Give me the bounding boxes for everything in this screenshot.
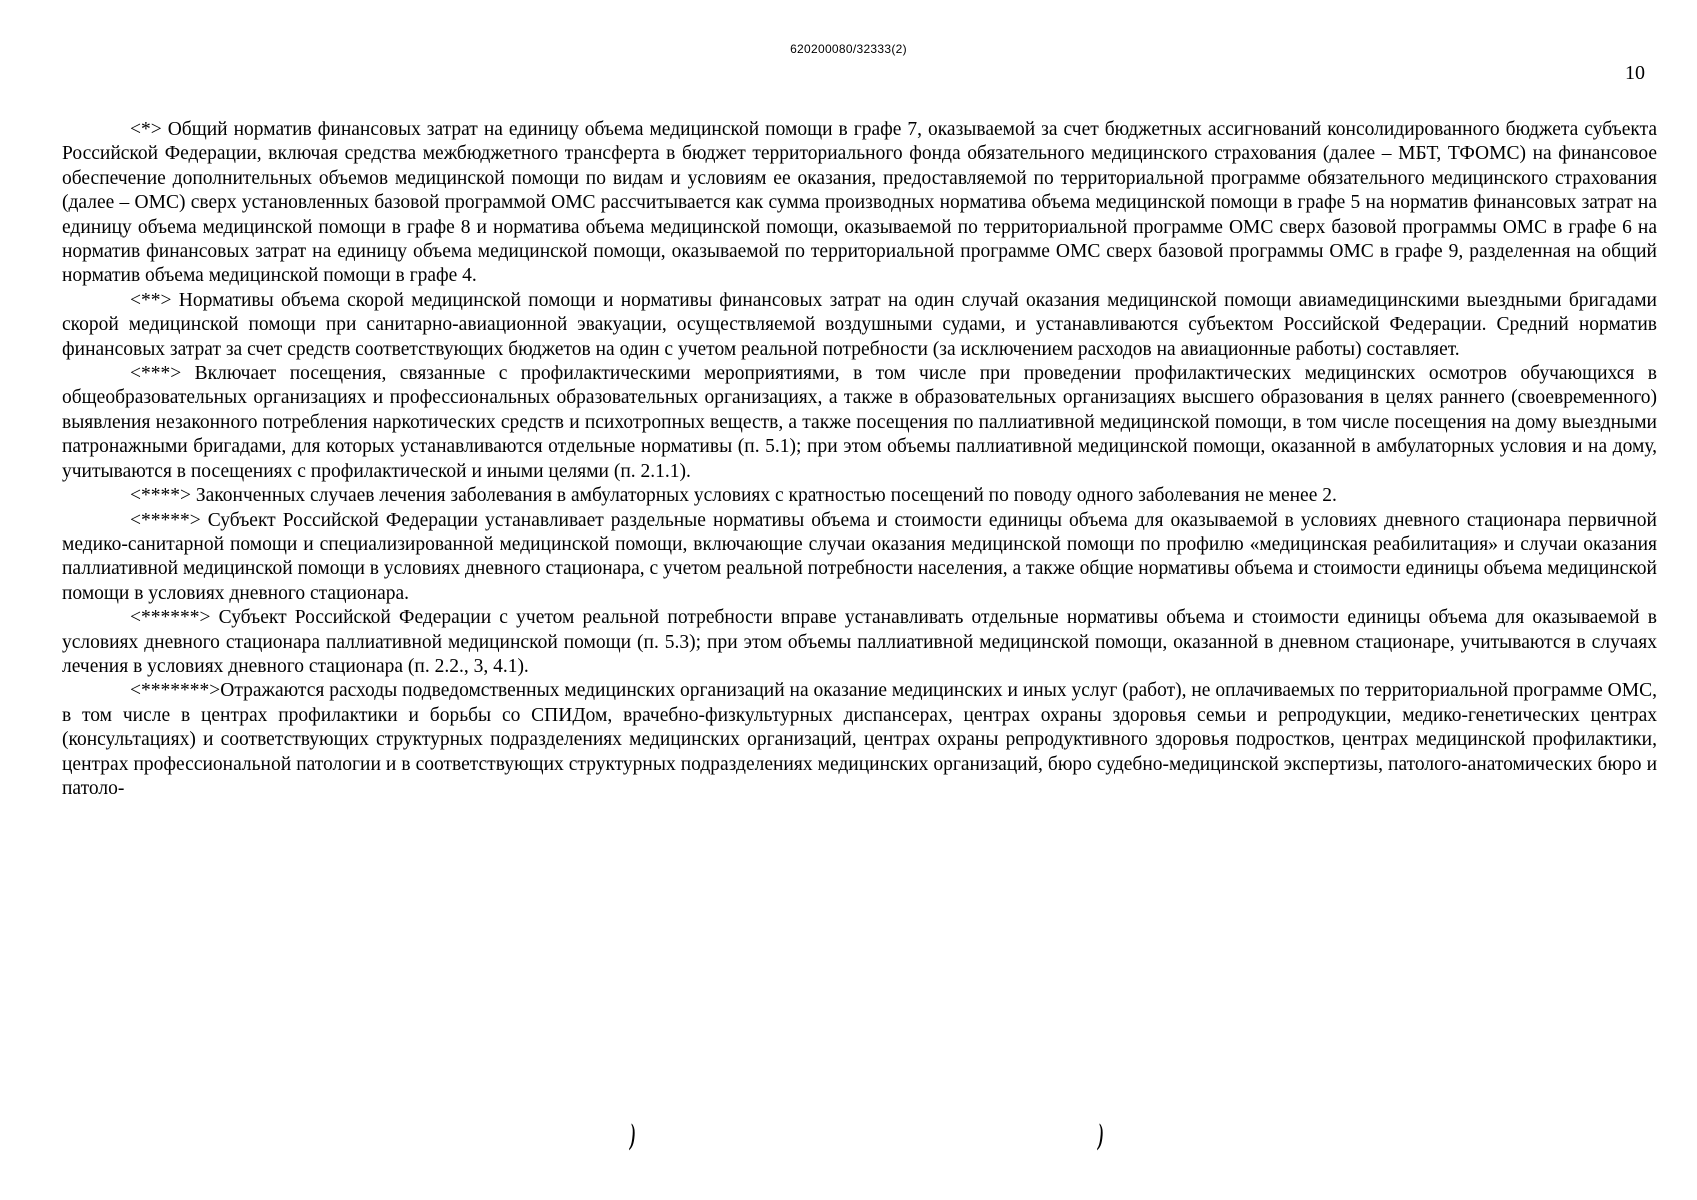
footnote-4: <****> Законченных случаев лечения заболевания в амбулаторных условиях с кратностью посещений по поводу одного заболевания не менее 2. (130, 485, 1337, 507)
bottom-mark-left: ) (630, 1118, 636, 1151)
footnote-1: <*> Общий норматив финансовых затрат на единицу объема медицинской помощи в графе 7, оказываемой за счет бюджетных ассигнований консолидированного бюджета субъекта Российской Федерации, включая средства межбюджетного трансферта в бюджет территориального фонда обязательного медицинского страхования (далее – МБТ, ТФОМС) на финансовое обеспечение дополнительных объемов медицинской помощи по видам и условиям ее оказания, предоставляемой по территориальной программе обязательного медицинского страхования (далее – ОМС) сверх установленных базовой программой ОМС рассчитывается как сумма производных норматива объема медицинской помощи в графе 5 на норматив финансовых затрат на единицу объема медицинской помощи в графе 8 и норматива объема медицинской помощи, оказываемой по территориальной программе ОМС сверх базовой программы ОМС в графе 6 на норматив финансовых затрат на единицу объема медицинской помощи, оказываемой по территориальной программе ОМС сверх базовой программы ОМС в графе 9, разделенная на общий норматив объема медицинской помощи в графе 4. (62, 119, 1657, 287)
footnote-5: <*****> Субъект Российской Федерации устанавливает раздельные нормативы объема и стоимости единицы объема для оказываемой в условиях дневного стационара первичной медико-санитарной помощи и специализированной медицинской помощи, включающие случаи оказания медицинской помощи по профилю «медицинская реабилитация» и случаи оказания паллиативной медицинской помощи в условиях дневного стационара, с учетом реальной потребности населения, а также общие нормативы объема и стоимости единицы объема медицинской помощи в условиях дневного стационара. (62, 509, 1657, 604)
footnote-3: <***> Включает посещения, связанные с профилактическими мероприятиями, в том числе при проведении профилактических медицинских осмотров обучающихся в общеобразовательных организациях и профессиональных образовательных организациях, а также в образовательных организациях высшего образования в целях раннего (своевременного) выявления незаконного потребления наркотических средств и психотропных веществ, а также посещения по паллиативной медицинской помощи, в том числе посещения на дому выездными патронажными бригадами, для которых устанавливаются отдельные нормативы (п. 5.1); при этом объемы паллиативной медицинской помощи, оказанной в амбулаторных условия и на дому, учитываются в посещениях с профилактической и иными целями (п. 2.1.1). (62, 363, 1657, 482)
footnote-6: <******> Субъект Российской Федерации с учетом реальной потребности вправе устанавливать отдельные нормативы объема и стоимости единицы объема для оказываемой в условиях дневного стационара паллиативной медицинской помощи (п. 5.3); при этом объемы паллиативной медицинской помощи, оказанной в дневном стационаре, учитываются в случаях лечения в условиях дневного стационара (п. 2.2., 3, 4.1). (62, 607, 1657, 677)
document-id: 620200080/32333(2) (790, 42, 907, 56)
footnote-2: <**> Нормативы объема скорой медицинской помощи и нормативы финансовых затрат на один случай оказания медицинской помощи авиамедицинскими выездными бригадами скорой медицинской помощи при санитарно-авиационной эвакуации, осуществляемой воздушными судами, и устанавливаются субъектом Российской Федерации. Средний норматив финансовых затрат за счет средств соответствующих бюджетов на один с учетом реальной потребности (за исключением расходов на авиационные работы) составляет. (62, 289, 1657, 360)
bottom-mark-right: ) (1098, 1118, 1104, 1151)
footnotes-block (62, 118, 1657, 801)
page-number: 10 (1625, 62, 1645, 84)
footnote-7: <*******>Отражаются расходы подведомственных медицинских организаций на оказание медицинских и иных услуг (работ), не оплачиваемых по территориальной программе ОМС, в том числе в центрах профилактики и борьбы со СПИДом, врачебно-физкультурных диспансерах, центрах охраны здоровья семьи и репродукции, медико-генетических центрах (консультациях) и соответствующих структурных подразделениях медицинских организаций, центрах охраны репродуктивного здоровья подростков, центрах медицинской профилактики, центрах профессиональной патологии и в соответствующих структурных подразделениях медицинских организаций, бюро судебно-медицинской экспертизы, патолого-анатомических бюро и патоло- (62, 680, 1657, 799)
